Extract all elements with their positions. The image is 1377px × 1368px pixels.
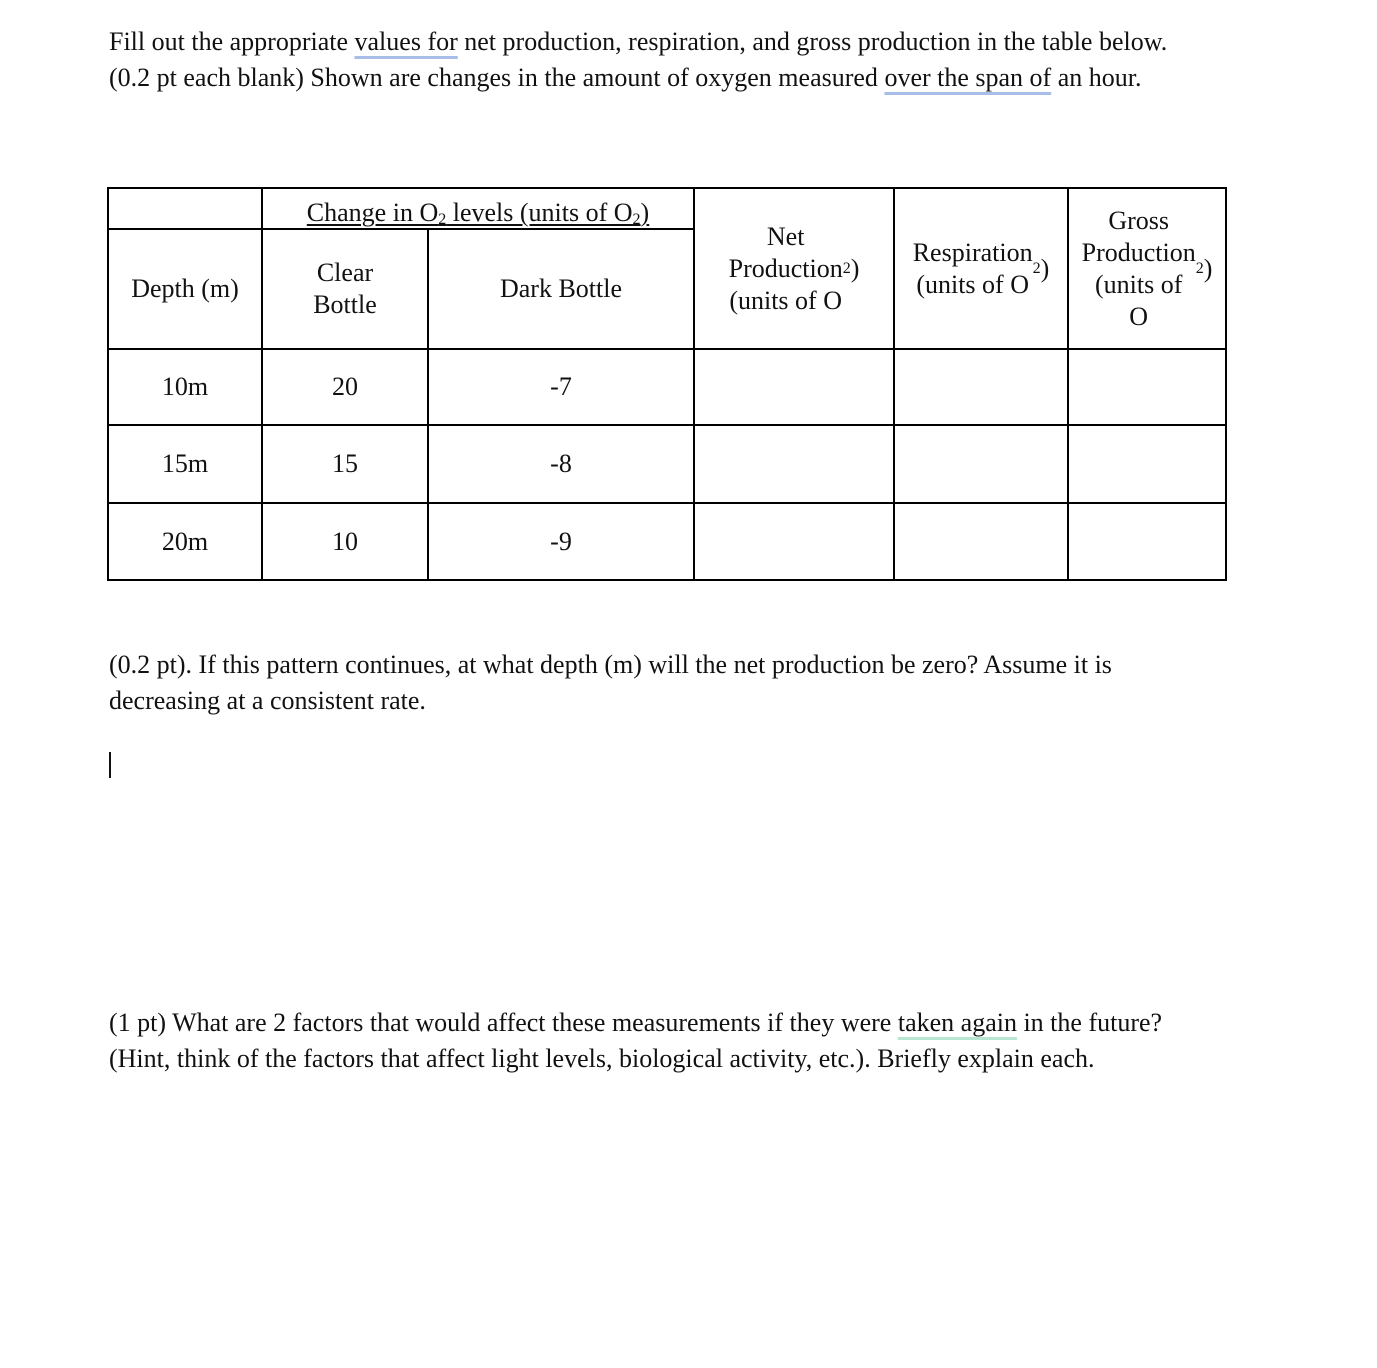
header-clear-bottle: Clear Bottle (313, 258, 377, 319)
header-respiration: Respiration (units of O 2 ) (912, 237, 1050, 299)
question-net-production-zero (109, 647, 1112, 719)
change-in-o2-header: Change in $O_2$ levels (units of $O_2$) (306, 198, 650, 228)
table-border (1225, 187, 1227, 581)
header-gross-production: Gross Production (units of O 2 ) (1081, 205, 1213, 331)
header-depth: Depth (m) (131, 274, 239, 303)
cell-net-production[interactable] (695, 426, 893, 502)
text-cursor[interactable] (109, 752, 111, 778)
cell-gross-production[interactable] (1069, 504, 1225, 579)
cell-dark-bottle: -7 (550, 372, 572, 401)
instructions-line-1: Fill out the appropriate values for net production, respiration, and gross production in the table below. (109, 27, 1168, 56)
question-line-1: (1 pt) What are 2 factors that would affect these measurements if they were taken again in the future? (109, 1008, 1163, 1037)
cell-net-production[interactable] (695, 504, 893, 579)
cell-dark-bottle: -9 (550, 526, 572, 556)
grammar-underline[interactable]: taken again (897, 1008, 1017, 1037)
table-border (107, 579, 1227, 581)
cell-respiration[interactable] (895, 350, 1067, 424)
cell-respiration[interactable] (895, 504, 1067, 579)
cell-dark-bottle: -8 (550, 449, 572, 478)
cell-clear-bottle: 10 (332, 526, 358, 556)
cell-depth: 10m (161, 372, 209, 401)
cell-depth: 20m (161, 526, 209, 556)
cell-respiration[interactable] (895, 426, 1067, 502)
instructions-paragraph (109, 24, 1167, 96)
cell-net-production[interactable] (695, 350, 893, 424)
cell-gross-production[interactable] (1069, 426, 1225, 502)
spellcheck-underline[interactable]: over the span of (884, 63, 1052, 92)
question-two-factors (109, 1005, 1162, 1077)
cell-clear-bottle: 15 (332, 449, 358, 478)
cell-clear-bottle: 20 (332, 372, 358, 401)
question-line-2: decreasing at a consistent rate. (109, 686, 426, 715)
cell-depth: 15m (161, 449, 209, 478)
header-net-production: Net Production (units of O 2 ) (728, 221, 860, 315)
header-dark-bottle: Dark Bottle (499, 274, 623, 303)
spellcheck-underline[interactable]: values for (354, 27, 458, 56)
question-line-1: (0.2 pt). If this pattern continues, at what depth (m) will the net production be zero? Assume it is (109, 650, 1112, 679)
cell-gross-production[interactable] (1069, 350, 1225, 424)
question-line-2: (Hint, think of the factors that affect light levels, biological activity, etc.). Briefly explain each. (109, 1044, 1095, 1073)
instructions-line-2: (0.2 pt each blank) Shown are changes in the amount of oxygen measured over the span of an hour. (109, 63, 1142, 92)
